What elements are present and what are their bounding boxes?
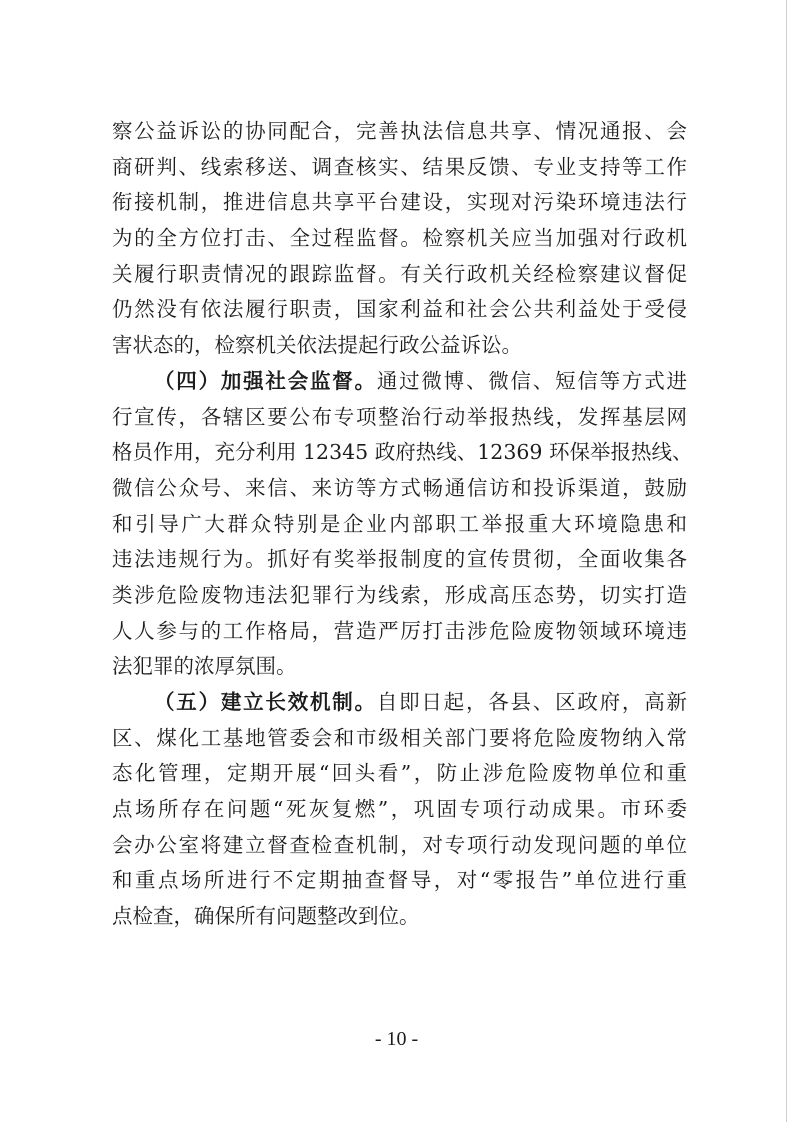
paragraph-line: 会办公室将建立督查检查机制，对专项行动发现问题的单位 bbox=[112, 832, 687, 857]
paragraph-line: 法犯罪的浓厚氛围。 bbox=[112, 654, 297, 679]
paragraph-line: 格员作用，充分利用 12345 政府热线、12369 环保举报热线、 bbox=[112, 440, 693, 465]
section-4-first-line-text: 通过微博、微信、短信等方式进 bbox=[376, 368, 688, 393]
section-5-first-line bbox=[112, 685, 687, 721]
section-4-heading: （四）加强社会监督。 bbox=[154, 368, 377, 393]
section-5-first-line-text: 自即日起，各县、区政府，高新 bbox=[376, 690, 688, 714]
paragraph-line: 商研判、线索移送、调查核实、结果反馈、专业支持等工作 bbox=[112, 154, 687, 179]
paragraph-line: 衔接机制，推进信息共享平台建设，实现对污染环境违法行 bbox=[112, 190, 687, 215]
paragraph-line: 点场所存在问题“死灰复燃”，巩固专项行动成果。市环委 bbox=[112, 797, 687, 822]
paragraph-line: 人人参与的工作格局，营造严厉打击涉危险废物领域环境违 bbox=[112, 618, 687, 643]
paragraph-line: 仍然没有依法履行职责，国家利益和社会公共利益处于受侵 bbox=[112, 297, 687, 322]
page-edge-divider bbox=[786, 0, 787, 1122]
body-text bbox=[112, 114, 693, 935]
section-5-heading: （五）建立长效机制。 bbox=[154, 690, 377, 714]
paragraph-line: 害状态的，检察机关依法提起行政公益诉讼。 bbox=[112, 333, 522, 358]
paragraph-line: 违法违规行为。抓好有奖举报制度的宣传贯彻，全面收集各 bbox=[112, 547, 687, 572]
page-number: - 10 - bbox=[374, 1028, 419, 1050]
paragraph-line: 点检查，确保所有问题整改到位。 bbox=[112, 904, 420, 929]
paragraph-line: 关履行职责情况的跟踪监督。有关行政机关经检察建议督促 bbox=[112, 261, 687, 286]
paragraph-line: 和引导广大群众特别是企业内部职工举报重大环境隐患和 bbox=[112, 511, 687, 536]
paragraph-line: 为的全方位打击、全过程监督。检察机关应当加强对行政机 bbox=[112, 226, 687, 251]
paragraph-line: 态化管理，定期开展“回头看”，防止涉危险废物单位和重 bbox=[112, 761, 687, 786]
paragraph-line: 和重点场所进行不定期抽查督导，对“零报告”单位进行重 bbox=[112, 868, 687, 893]
paragraph-line: 区、煤化工基地管委会和市级相关部门要将危险废物纳入常 bbox=[112, 725, 687, 750]
paragraph-line: 类涉危险废物违法犯罪行为线索，形成高压态势，切实打造 bbox=[112, 582, 687, 607]
paragraph-line: 微信公众号、来信、来访等方式畅通信访和投诉渠道，鼓励 bbox=[112, 475, 687, 500]
paragraph-line: 察公益诉讼的协同配合，完善执法信息共享、情况通报、会 bbox=[112, 119, 687, 143]
paragraph-line: 行宣传，各辖区要公布专项整治行动举报热线，发挥基层网 bbox=[112, 404, 687, 429]
section-4-first-line bbox=[112, 364, 687, 400]
